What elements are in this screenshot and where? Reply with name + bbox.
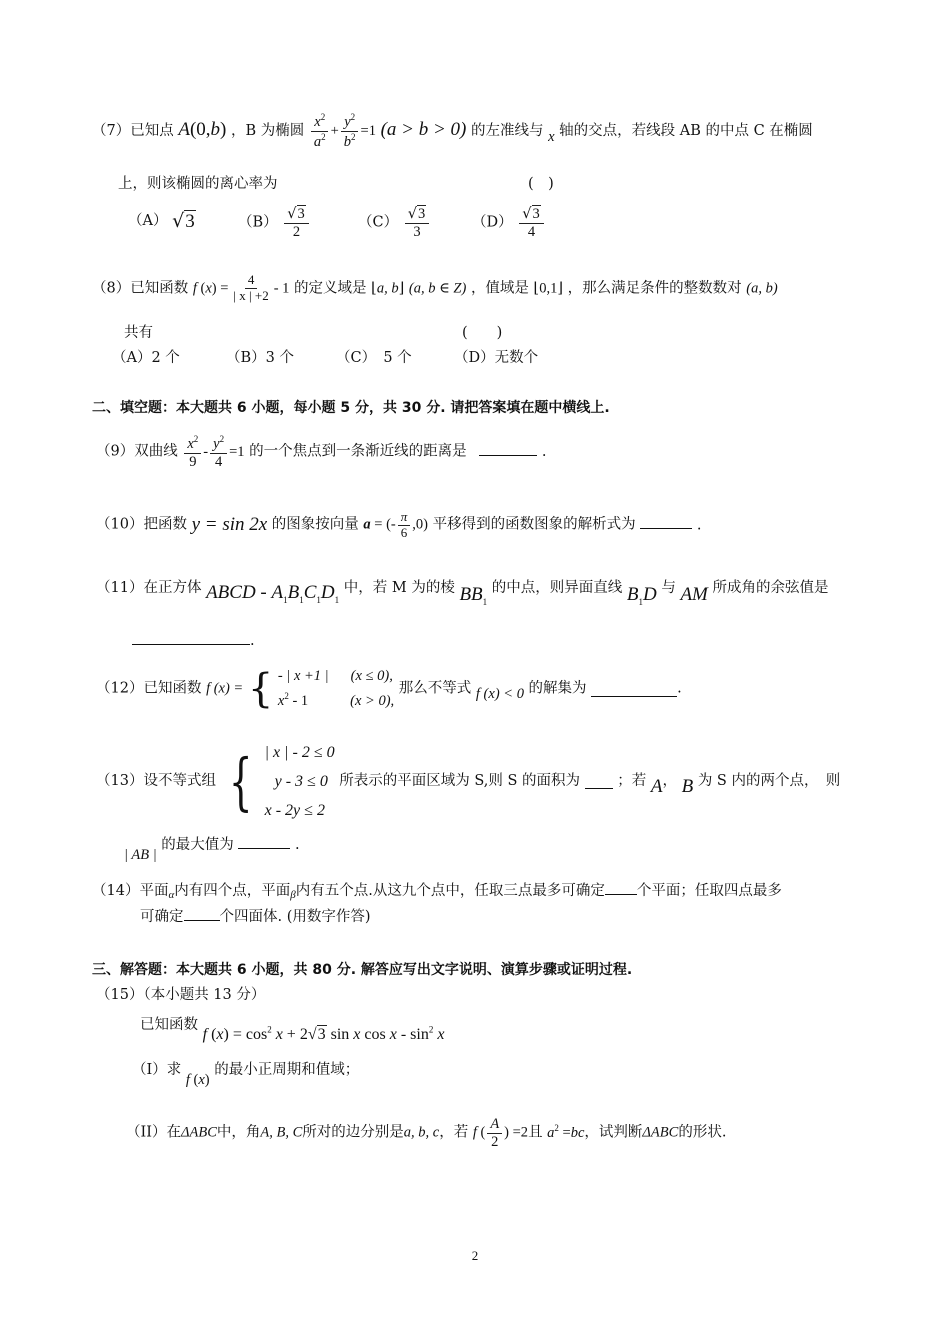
q7-point-a: A — [178, 119, 190, 140]
q12-ineq: f (x) < 0 — [475, 685, 524, 702]
q8-option-c: （C） 5 个 — [336, 350, 412, 366]
section3-title: 三、解答题：本大题共 6 小题，共 80 分. 解答应写出文字说明、演算步骤或证明过程. — [92, 962, 633, 978]
q14-planes-blank[interactable] — [605, 880, 637, 895]
q13-text-b: 所表示的平面区域为 S,则 S 的面积为 — [339, 772, 581, 789]
page-number: 2 — [471, 1248, 479, 1263]
q11-line-b1d: $B_1D$ — [626, 584, 657, 607]
q8-label: （8）已知函数 — [92, 280, 189, 297]
q9-line: （9）双曲线 $\frac{x^2}{9}$ - $\frac{y^2}{4}$ =1 的一个焦点到一条渐近线的距离是 . — [96, 434, 547, 470]
q7-frac-y: $\frac{y^2}{b^2}$ — [341, 112, 359, 150]
q8-option-d: （D）无数个 — [454, 350, 539, 366]
q13-line1: （13）设不等式组 { | x | - 2 ≤ 0 y - 3 ≤ 0 x - 2y ≤ 2 所表示的平面区域为 S,则 S 的面积为 ；若 A， B 为 S 内的两个点， 则 — [96, 738, 840, 825]
q13-max-blank[interactable] — [238, 834, 290, 849]
q11-edge: $BB_1$ — [459, 584, 488, 607]
q10-vector: a — [363, 516, 371, 533]
q8-range: 0,1 — [539, 280, 558, 297]
q13-brace: { — [228, 744, 253, 818]
q14-text-c: 内有五个点.从这九个点中，任取三点最多可确定 — [295, 883, 605, 899]
q15-part1-fx: f (x) — [185, 1072, 210, 1088]
q13-point-a: A — [650, 776, 663, 798]
q15-function: f $(x) = \cos^2 x + 2√3$ sin x cos x - $\sin^2 x$ — [202, 1024, 445, 1043]
q13-line2: | AB | 的最大值为 . — [124, 834, 300, 854]
q7-line1: （7）已知点 A(0,b) ，B 为椭圆 $\frac{x^2}{a^2}$ + $\frac{y^2}{b^2}$ =1 (a > b > 0) 的左准线与 x 轴的交点，若线段 AB 的中点 C 在椭圆 — [92, 112, 813, 150]
q10-func: y = sin 2x — [191, 514, 268, 536]
q12-cases: - | x +1 | (x ≤ 0), $x^2 - 1$ (x > 0), — [277, 668, 395, 710]
q11-text-d: 与 — [661, 580, 676, 596]
q7-question: 上，则该椭圆的离心率为 — [118, 176, 278, 192]
q8-line2: 共有 — [124, 325, 153, 341]
q7-options — [128, 210, 196, 234]
q8-line1: （8）已知函数 f (x) = $\frac{4}{| x | +2}$ - 1 的定义域是 ⌊a, b⌋ (a, b ∈ Z) ，值域是 ⌊0,1⌋ ，那么满足条件的整数数对 (a, b) — [92, 272, 778, 303]
q13-label: （13）设不等式组 — [96, 772, 216, 789]
q7-option-a-label: （A） — [128, 213, 168, 230]
q10-text-c: 平移得到的函数图象的解析式为 — [432, 516, 636, 533]
q7-condition: (a > b > 0) — [380, 119, 467, 140]
q11-text-b: 中，若 M 为的棱 — [343, 580, 455, 596]
q7-bracket: ( ) — [528, 176, 554, 192]
q12-label: （12）已知函数 — [96, 680, 202, 697]
q10-line: （10）把函数 y = sin 2x 的图象按向量 a = (- $\frac{\pi}{6}$ ,0) 平移得到的函数图象的解析式为 . — [96, 509, 702, 540]
q13-point-b: B — [681, 776, 694, 798]
q7-text-d: 轴的交点，若线段 AB 的中点 C 在椭圆 — [559, 123, 813, 139]
q12-text-b: 那么不等式 — [398, 680, 472, 697]
q8-domain-cond: (a, b ∈ Z) — [408, 280, 467, 297]
q7-option-c: （C） $\frac{√3}{3}$ — [358, 206, 431, 240]
q12-line: （12）已知函数 f (x) = { - | x +1 | (x ≤ 0), $x^2 - 1$ (x > 0), 那么不等式 f (x) < 0 的解集为 . — [96, 664, 682, 715]
q14-label: （14）平面 — [92, 883, 169, 899]
q8-frac: $\frac{4}{| x | +2}$ — [233, 272, 269, 303]
q8-domain: a, b — [376, 280, 399, 297]
q11-text-e: 所成角的余弦值是 — [712, 580, 829, 596]
q7-option-d: （D） $\frac{√3}{4}$ — [472, 206, 546, 240]
q13-text-d: 为 S 内的两个点， 则 — [697, 772, 841, 789]
q13-system: | x | - 2 ≤ 0 y - 3 ≤ 0 x - 2y ≤ 2 — [264, 744, 335, 819]
q8-options — [112, 350, 538, 367]
q13-text-e: 的最大值为 — [161, 837, 234, 853]
q7-text-c: 的左准线与 — [470, 123, 544, 139]
q8-text-b: 的定义域是 — [294, 280, 367, 297]
q14-tetra-blank[interactable] — [184, 906, 220, 921]
q7-var-x: x — [548, 129, 555, 145]
q7-option-a-value: √3 — [172, 210, 195, 232]
q8-option-b: （B）3 个 — [226, 350, 294, 366]
q8-bracket: ( ) — [462, 325, 503, 341]
q9-label: （9）双曲线 — [96, 443, 178, 460]
q12-text-c: 的解集为 — [528, 680, 587, 697]
q7-line2 — [118, 176, 278, 193]
q10-text-b: 的图象按向量 — [271, 516, 359, 533]
q7-label: （7）已知点 — [92, 123, 174, 139]
q8-text-c: ，值域是 — [470, 280, 529, 297]
q14-line2: 可确定 个四面体. (用数字作答) — [140, 906, 371, 926]
q14-text-b: 内有四个点，平面 — [174, 883, 291, 899]
q11-line2: . — [132, 630, 255, 650]
q15-given: 已知函数 f $(x) = \cos^2 x + 2√3$ sin x cos x - $\sin^2 x$ — [140, 1017, 445, 1043]
section2-title: 二、填空题：本大题共 6 小题，每小题 5 分，共 30 分. 请把答案填在题中横线上. — [92, 400, 610, 416]
q15-part1: （I）求 f (x) 的最小正周期和值域； — [132, 1062, 360, 1088]
q8-text-d: ，那么满足条件的整数数对 — [567, 280, 742, 297]
q7-text-b: ，B 为椭圆 — [230, 123, 305, 139]
q14-beta: β — [290, 889, 296, 901]
q14-alpha: α — [168, 889, 175, 901]
q13-ab: | AB | — [124, 847, 157, 863]
q11-line1 — [96, 576, 829, 607]
q7-frac-x: $\frac{x^2}{a^2}$ — [311, 112, 329, 150]
q8-option-a: （A）2 个 — [112, 350, 180, 366]
q14-text-d: 个平面；任取四点最多 — [636, 883, 782, 899]
q11-text-c: 的中点，则异面直线 — [491, 580, 623, 596]
q10-answer-blank[interactable] — [640, 514, 692, 529]
q11-answer-blank[interactable] — [132, 630, 250, 645]
q11-label: （11）在正方体 — [96, 580, 202, 596]
q8-pair: (a, b) — [746, 280, 778, 297]
q12-answer-blank[interactable] — [591, 682, 677, 697]
q12-brace: { — [247, 666, 274, 713]
q9-text: 的一个焦点到一条渐近线的距离是 — [249, 443, 467, 460]
q14-line1 — [92, 880, 782, 900]
q7-option-b: （B） $\frac{√3}{2}$ — [238, 206, 311, 240]
q15-label: （15）（本小题共 13 分） — [96, 987, 266, 1003]
q9-answer-blank[interactable] — [479, 441, 537, 456]
q10-label: （10）把函数 — [96, 516, 187, 533]
q13-area-blank[interactable] — [585, 774, 613, 789]
q13-text-c: ；若 — [617, 772, 647, 789]
q11-cube: ABCD - $A_1B_1C_1D_1$ — [206, 582, 340, 605]
q15-part2: （II）在ΔABC中，角A, B, C所对的边分别是a, b, c，若 f ( $\frac{A}{2}$ ) =2且 $a^2 =bc$，试判断ΔABC的形状. — [126, 1116, 727, 1150]
q11-line-am: AM — [680, 584, 708, 605]
q12-fx: f (x) = — [206, 680, 244, 697]
